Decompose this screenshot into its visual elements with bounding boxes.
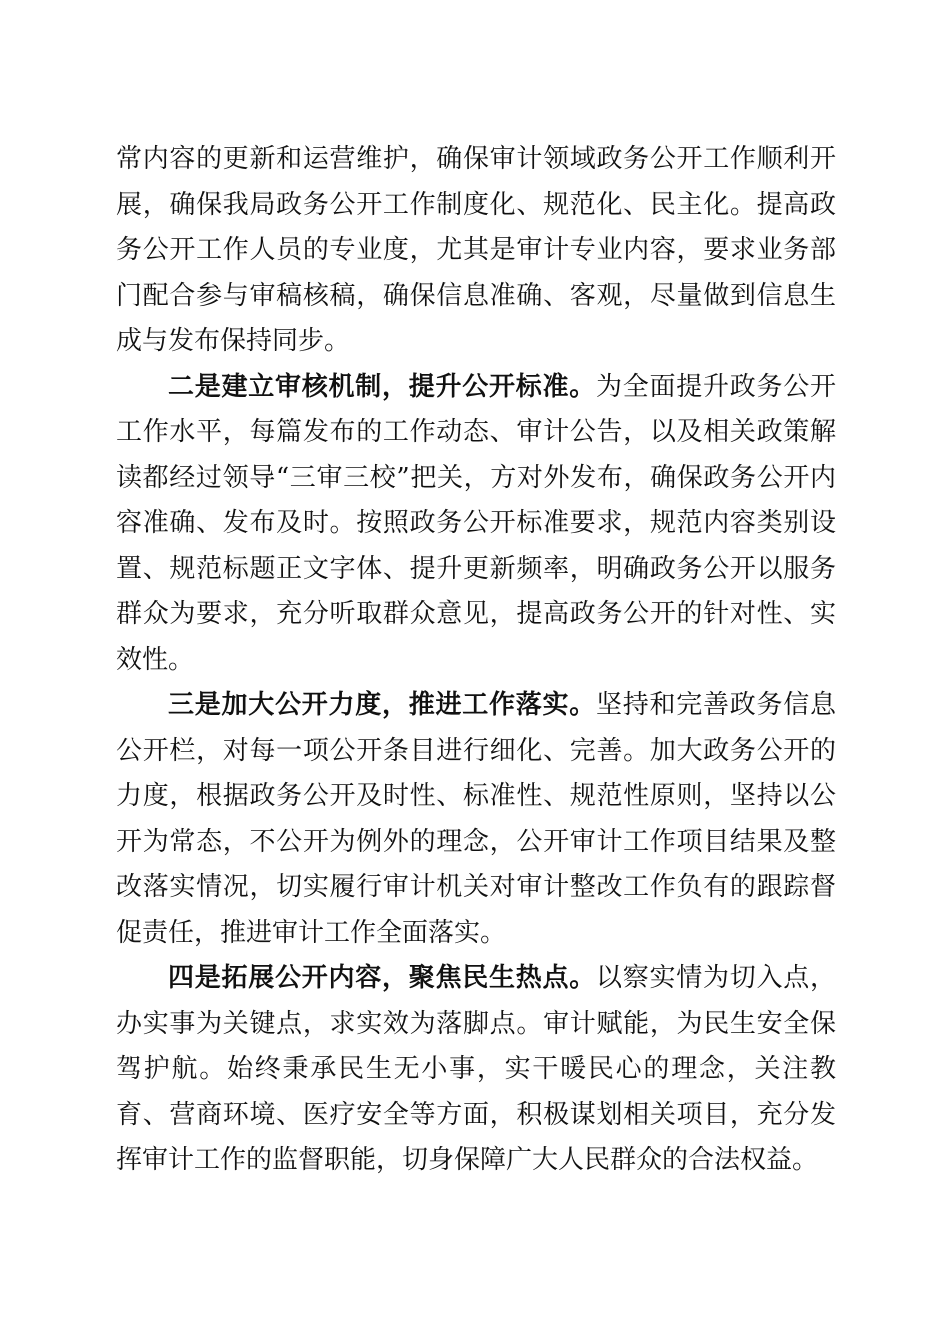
paragraph-text: 为全面提升政务公开工作水平，每篇发布的工作动态、审计公告，以及相关政策解读都经过领导“三审三校”把关，方对外发布，确保政务公开内容准确、发布及时。按照政务公开标准要求，规范内容类别设置、规范标题正文字体、提升更新频率，明确政务公开以服务群众为要求，充分听取群众意见，提高政务公开的针对性、实效性。	[116, 371, 836, 675]
paragraph-text: 以察实情为切入点，办实事为关键点，求实效为落脚点。审计赋能，为民生安全保驾护航。始终秉承民生无小事，实干暖民心的理念，关注教育、营商环境、医疗安全等方面，积极谋划相关项目，充分发挥审计工作的监督职能，切身保障广大人民群众的合法权益。	[116, 963, 836, 1175]
paragraph-text: 坚持和完善政务信息公开栏，对每一项公开条目进行细化、完善。加大政务公开的力度，根据政务公开及时性、标准性、规范性原则，坚持以公开为常态，不公开为例外的理念，公开审计工作项目结果及整改落实情况，切实履行审计机关对审计整改工作负有的跟踪督促责任，推进审计工作全面落实。	[116, 690, 836, 948]
paragraph-livelihood-focus	[116, 956, 836, 1184]
paragraph-heading: 三是加大公开力度，推进工作落实。	[168, 690, 596, 720]
document-body	[116, 137, 836, 1184]
paragraph-text: 常内容的更新和运营维护，确保审计领域政务公开工作顺利开展，确保我局政务公开工作制度化、规范化、民主化。提高政务公开工作人员的专业度，尤其是审计专业内容，要求业务部门配合参与审稿核稿，确保信息准确、客观，尽量做到信息生成与发布保持同步。	[116, 144, 836, 356]
paragraph-heading: 四是拓展公开内容，聚焦民生热点。	[168, 963, 596, 993]
paragraph-continuation	[116, 137, 836, 365]
paragraph-review-mechanism	[116, 365, 836, 684]
paragraph-disclosure-intensity	[116, 683, 836, 956]
paragraph-heading: 二是建立审核机制，提升公开标准。	[168, 371, 596, 402]
